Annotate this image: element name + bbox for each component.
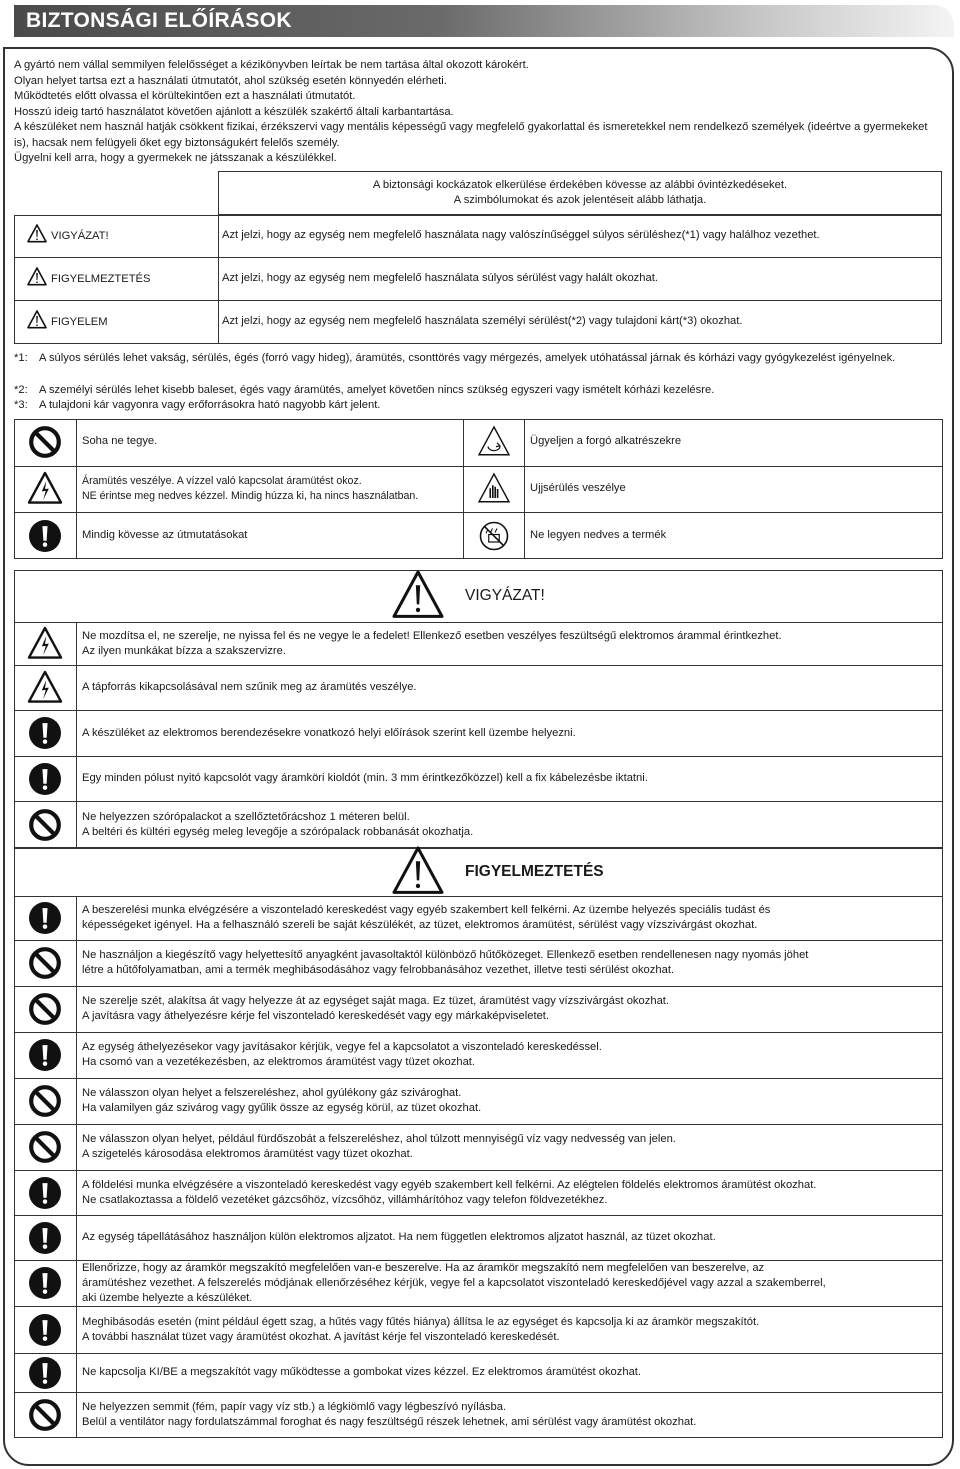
electric-hazard-icon — [27, 626, 63, 662]
safety-item-text: Ne mozdítsa el, ne szerelje, ne nyissa fel és ne vegye le a fedelet! Ellenkező esetben veszélyes feszültségű elektromos árammal érintkezhet. — [82, 629, 782, 642]
footnote-text: A személyi sérülés lehet kisebb baleset, égés vagy áramütés, amelyet követően nincs szükség egyszeri vagy ismételt kórházi kezelésre. — [39, 384, 715, 396]
mandatory-icon — [27, 518, 63, 554]
safety-item-text: A tápforrás kikapcsolásával nem szűnik meg az áramütés veszélye. — [82, 681, 417, 693]
mandatory-icon — [27, 1265, 63, 1301]
safety-item-text: A további használat tüzet vagy áramütést okozhat. A javítást kérje fel viszonteladó kereskedését. — [82, 1330, 560, 1343]
mandatory-icon — [27, 1175, 63, 1211]
mandatory-icon — [27, 1037, 63, 1073]
page-title: BIZTONSÁGI ELŐÍRÁSOK — [26, 9, 292, 32]
safety-item-text: A földelési munka elvégzésére a viszonteladó kereskedést vagy egyéb szakembert kell felkérni. Az elégtelen földelés elektromos áramütést okozhat. — [82, 1178, 817, 1191]
level-description: Azt jelzi, hogy az egység nem megfelelő használata személyi sérülést(*2) vagy tulajdoni kárt(*3) okozhat. — [222, 315, 743, 327]
safety-item-text: Belül a ventilátor nagy fordulatszámmal foroghat és nagy feszültségű részek lehetnek, ami sérülést vagy áramütést okozhat. — [82, 1416, 697, 1428]
safety-item-text: A javításra vagy áthelyezésre kérje fel viszonteladó kereskedését vagy egy márkaképviseletet. — [82, 1010, 550, 1022]
intro-line: Ügyelni kell arra, hogy a gyermekek ne játsszanak a készülékkel. — [14, 152, 337, 164]
symbol-description: Mindig kövesse az útmutatásokat — [82, 528, 248, 541]
footnote-mark: *2: — [14, 384, 28, 396]
safety-item-text: Az egység tápellátásához használjon külön elektromos aljzatot. Ha nem független elektromos aljzatot használ, az tüzet okozhat. — [82, 1231, 716, 1243]
safety-item-text: A beszerelési munka elvégzésére a viszonteladó kereskedést vagy egyéb szakembert kell felkérni. Az üzembe helyezés speciális tudást és — [82, 904, 771, 916]
safety-item-text: Ne szerelje szét, alakítsa át vagy helyezze át az egységet saját maga. Ez tüzet, áramütést vagy vízszivárgást okozhat. — [82, 995, 670, 1007]
intro-text — [14, 58, 944, 167]
mandatory-icon — [27, 900, 63, 936]
symbol-description: Ne legyen nedves a termék — [530, 528, 667, 541]
symbol-description: Soha ne tegye. — [82, 435, 158, 448]
danger-title: VIGYÁZAT! — [465, 587, 545, 604]
levels-heading-2: A szimbólumokat és azok jelentéseit alább láthatja. — [453, 194, 707, 206]
finger-injury-icon — [477, 472, 511, 506]
caution-icon — [392, 570, 444, 622]
safety-item-text: képességeket igényel. Ha a felhasználó szereli be saját készülékét, az tüzet, elektromos áramütést, sérülést vagy vízszivárgást okozhat. — [82, 919, 758, 931]
footnote-mark: *1: — [14, 352, 28, 364]
safety-item-text: Ha csomó van a vezetékezésben, az elektromos áramütést vagy tüzet okozhat. — [82, 1056, 476, 1068]
safety-item-text: áramütéshez vezethet. A felszerelés módjának ellenőrzéséhez kérjük, vegye fel a kapcsolatot viszonteladó kereskedőjével vagy azzal a szakemberrel, — [82, 1276, 826, 1289]
caution-icon — [26, 223, 48, 245]
safety-item-text: Ne kapcsolja KI/BE a megszakítót vagy működtesse a gombokat vizes kézzel. Ez elektromos áramütést okozhat. — [82, 1366, 642, 1378]
safety-item-text: Ha valamilyen gáz szivárog vagy gyűlik össze az egység körül, az tüzet okozhat. — [82, 1102, 482, 1114]
prohibition-icon — [27, 991, 63, 1027]
safety-item-text: A beltéri és kültéri egység meleg levegője a szórópalack robbanását okozhatja. — [82, 825, 474, 838]
symbol-description: Áramütés veszélye. A vízzel való kapcsolat áramütést okoz. — [82, 475, 362, 488]
prohibition-icon — [27, 424, 63, 460]
prohibition-icon — [27, 1083, 63, 1119]
symbol-description: NE érintse meg nedves kézzel. Mindig húzza ki, ha nincs használatban. — [82, 490, 419, 503]
safety-item-text: Ne helyezzen szórópalackot a szellőztetőrácshoz 1 méteren belül. — [82, 810, 410, 823]
safety-item-text: Ellenőrizze, hogy az áramkör megszakító megfelelően van-e beszerelve. Ha az áramkör megszakító nem megfelelően van beszerelve, az — [82, 1261, 765, 1274]
level-description: Azt jelzi, hogy az egység nem megfelelő használata nagy valószínűséggel súlyos sérüléshez(*1) vagy halálhoz vezethet. — [222, 229, 820, 241]
symbol-description: Ujjsérülés veszélye — [530, 482, 626, 495]
safety-item-text: Ne válasszon olyan helyet, például fürdőszobát a felszereléshez, ahol túlzott mennyiségű víz vagy nedvesség van jelen. — [82, 1133, 676, 1145]
caution-icon — [26, 309, 48, 331]
safety-item-text: Ne használjon a kiegészítő vagy helyettesítő anyagként javasoltaktól különböző hűtőközeget. Ellenkező esetben rendellenesen nagy nyomás jöhet — [82, 949, 809, 961]
page-header — [14, 5, 954, 37]
intro-line: Hosszú ideig tartó használatot követően ajánlott a készülék szakértő általi karbantartása. — [14, 105, 454, 118]
level-label: FIGYELEM — [51, 316, 108, 328]
safety-item-text: Ne válasszon olyan helyet a felszereléshez, ahol gyúlékony gáz szivároghat. — [82, 1087, 462, 1099]
level-description: Azt jelzi, hogy az egység nem megfelelő használata súlyos sérülést vagy halált okozhat. — [222, 272, 658, 284]
safety-item-text: Ne csatlakoztassa a földelő vezetéket gázcsőhöz, vízcsőhöz, villámhárítóhoz vagy telefon földvezetékhez. — [82, 1193, 608, 1206]
rotating-parts-icon — [477, 425, 511, 459]
mandatory-icon — [27, 1220, 63, 1256]
level-label: VIGYÁZAT! — [51, 230, 109, 242]
no-wet-icon — [477, 519, 511, 553]
electric-hazard-icon — [27, 471, 63, 507]
intro-line: Olyan helyet tartsa ezt a használati útmutatót, ahol szükség esetén könnyedén elérheti. — [14, 74, 447, 87]
prohibition-icon — [27, 1129, 63, 1165]
safety-item-text: Ne helyezzen semmit (fém, papír vagy víz stb.) a légkiömlő vagy légbeszívó nyílásba. — [82, 1401, 507, 1413]
electric-hazard-icon — [27, 670, 63, 706]
safety-item-text: A szigetelés károsodása elektromos áramütést vagy tüzet okozhat. — [82, 1148, 413, 1160]
prohibition-icon — [27, 1397, 63, 1433]
symbol-description: Ügyeljen a forgó alkatrészekre — [530, 435, 682, 448]
footnote-mark: *3: — [14, 399, 28, 411]
warning-title: FIGYELMEZTETÉS — [465, 863, 604, 880]
safety-item-text: Az egység áthelyezésekor vagy javításakor kérjük, vegye fel a kapcsolatot a viszonteladó kereskedéssel. — [82, 1041, 602, 1053]
intro-line: Működtetés előtt olvassa el körültekintően ezt a használati útmutatót. — [14, 90, 356, 102]
footnote-text: A tulajdoni kár vagyonra vagy erőforrásokra ható nagyobb kárt jelent. — [39, 399, 381, 411]
mandatory-icon — [27, 1312, 63, 1348]
prohibition-icon — [27, 945, 63, 981]
footnote-text: A súlyos sérülés lehet vakság, sérülés, égés (forró vagy hideg), áramütés, csonttörés vagy mérgezés, amelyek utóhatással járnak és kórházi vagy gyógykezelést igényelnek. — [39, 352, 896, 364]
mandatory-icon — [27, 1355, 63, 1391]
caution-icon — [392, 846, 444, 898]
safety-item-text: létre a hűtőfolyamatban, ami a termék meghibásodásához vagy felrobbanásához vezethet, illetve testi sérülést okozhat. — [82, 964, 675, 976]
safety-item-text: aki üzembe helyezte a készüléket. — [82, 1291, 253, 1304]
prohibition-icon — [27, 807, 63, 843]
levels-heading-1: A biztonsági kockázatok elkerülése érdekében kövesse az alábbi óvintézkedéseket. — [372, 179, 788, 191]
intro-line: A készüléket nem használ hatják csökkent fizikai, érzékszervi vagy mentális képességű vagy megfelelő gyakorlattal és ismeretekkel nem rendelkező személyek (ideértve a gyermekeket is), hacsak nem felügyeli őket egy biztonságukért felelős személy. — [14, 121, 928, 149]
safety-item-text: Az ilyen munkákat bízza a szakszervizre. — [82, 644, 286, 657]
safety-item-text: Meghibásodás esetén (mint például égett szag, a hűtés vagy fűtés hiánya) állítsa le az egységet és kapcsolja ki az áramkör megszakítót. — [82, 1315, 760, 1328]
safety-item-text: Egy minden pólust nyitó kapcsolót vagy áramköri kioldót (min. 3 mm érintkezőközzel) kell a fix kábelezésbe iktatni. — [82, 772, 648, 784]
danger-table — [14, 570, 943, 848]
intro-line: A gyártó nem vállal semmilyen felelősséget a kézikönyvben leírtak be nem tartása által okozott károkért. — [14, 59, 529, 71]
safety-item-text: A készüléket az elektromos berendezésekre vonatkozó helyi előírások szerint kell üzembe helyezni. — [82, 726, 576, 739]
level-label: FIGYELMEZTETÉS — [51, 273, 151, 285]
mandatory-icon — [27, 715, 63, 751]
mandatory-icon — [27, 761, 63, 797]
caution-icon — [26, 266, 48, 288]
